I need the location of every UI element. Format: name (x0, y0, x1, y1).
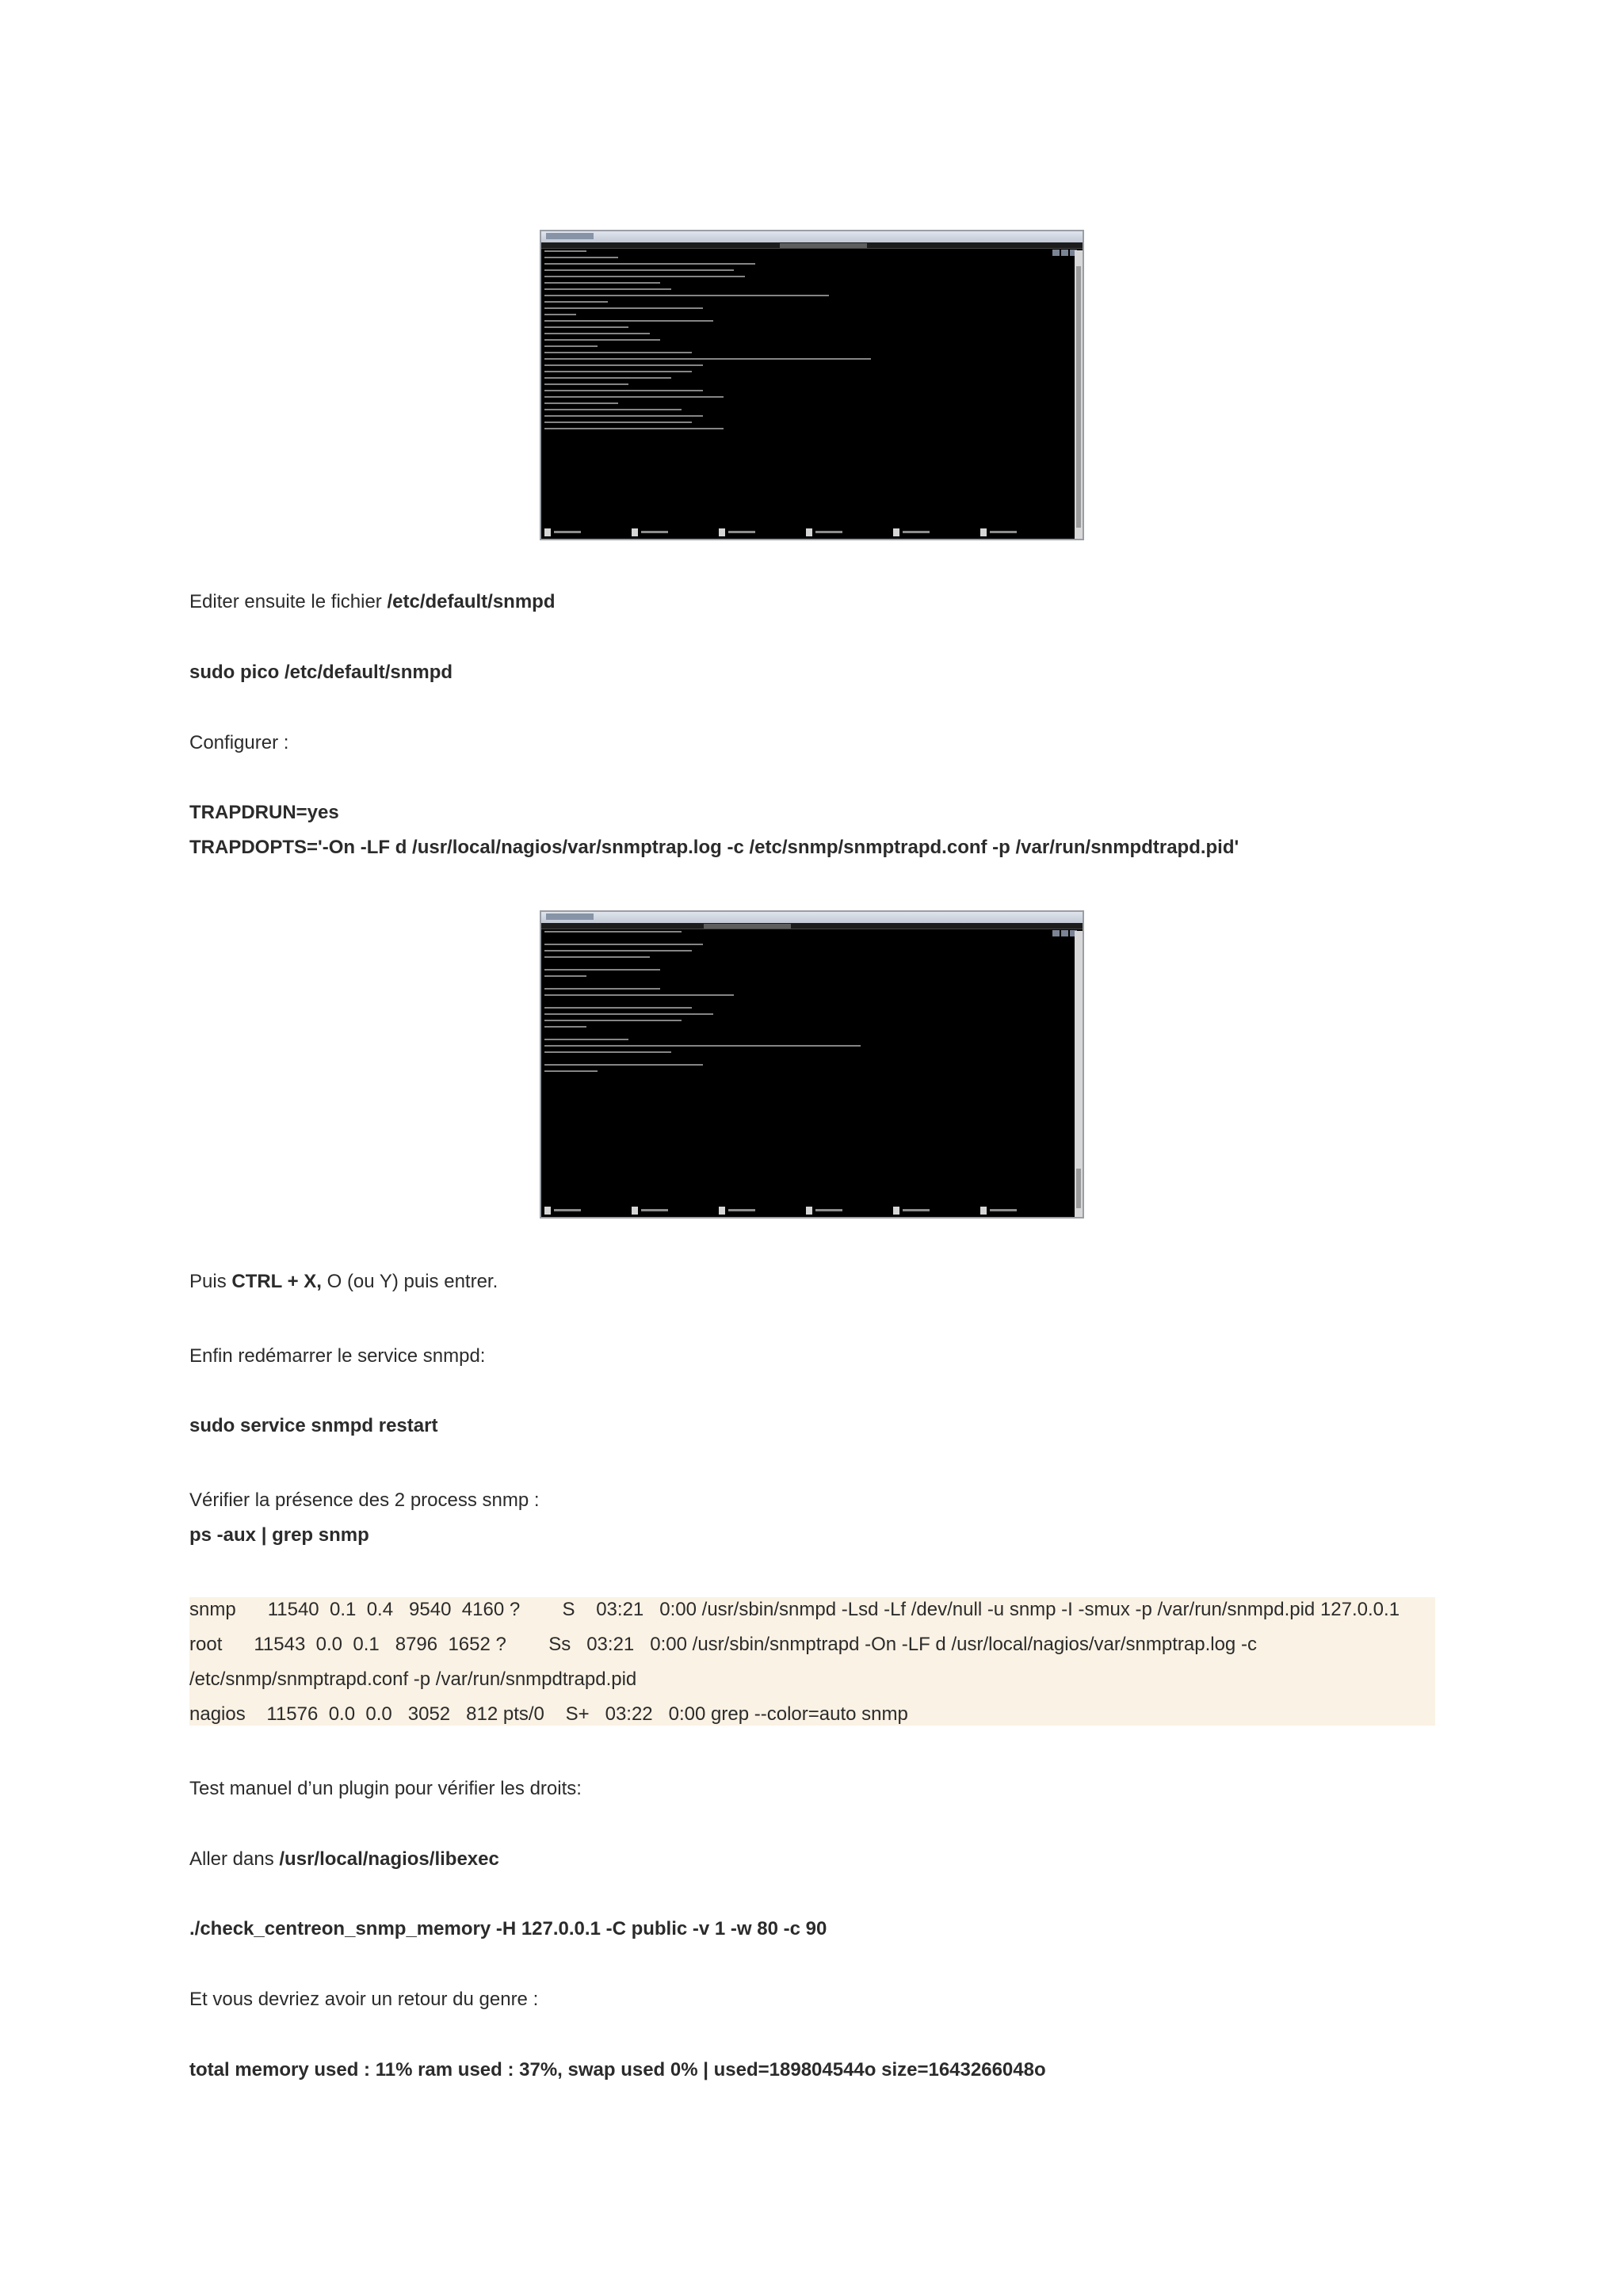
instruction-verify: Vérifier la présence des 2 process snmp : (189, 1489, 540, 1511)
window-controls-icon (1051, 233, 1079, 240)
window-titlebar (541, 231, 1083, 242)
instruction-go-to-libexec: Aller dans /usr/local/nagios/libexec (189, 1848, 499, 1870)
terminal-tabbar (541, 242, 1083, 249)
command-restart: sudo service snmpd restart (189, 1415, 438, 1436)
command-pico: sudo pico /etc/default/snmpd (189, 662, 453, 683)
ps-output-line: /etc/snmp/snmptrapd.conf -p /var/run/snmpdtrapd.pid (189, 1669, 637, 1690)
ps-output-block (189, 1597, 1435, 1726)
instruction-edit-file: Editer ensuite le fichier /etc/default/snmpd (189, 591, 556, 612)
terminal-tabbar (541, 923, 1083, 929)
terminal-screenshot-1 (540, 230, 1084, 540)
scrollbar (1075, 250, 1083, 539)
terminal-text-lines (544, 931, 1071, 1204)
scrollbar (1075, 931, 1083, 1217)
terminal-screenshot-2 (540, 910, 1084, 1219)
config-trapdopts: TRAPDOPTS='-On -LF d /usr/local/nagios/var/snmptrap.log -c /etc/snmp/snmptrapd.conf -p /var/run/snmpdtrapd.pid' (189, 837, 1239, 858)
nano-shortcut-bar (541, 526, 1075, 539)
instruction-expected-result: Et vous devriez avoir un retour du genre : (189, 1989, 539, 2010)
config-trapdrun: TRAPDRUN=yes (189, 802, 339, 823)
nano-shortcut-bar (541, 1204, 1075, 1217)
ps-output-line: nagios 11576 0.0 0.0 3052 812 pts/0 S+ 03:22 0:00 grep --color=auto snmp (189, 1703, 908, 1725)
terminal-text-lines (544, 250, 1071, 526)
instruction-save: Puis CTRL + X, O (ou Y) puis entrer. (189, 1271, 498, 1292)
command-check-plugin: ./check_centreon_snmp_memory -H 127.0.0.1 -C public -v 1 -w 80 -c 90 (189, 1918, 827, 1939)
ps-output-line: snmp 11540 0.1 0.4 9540 4160 ? S 03:21 0:00 /usr/sbin/snmpd -Lsd -Lf /dev/null -u snmp -I -smux -p /var/run/snmpd.pid 127.0.0.1 (189, 1599, 1400, 1620)
instruction-restart: Enfin redémarrer le service snmpd: (189, 1345, 486, 1367)
plugin-output: total memory used : 11% ram used : 37%, swap used 0% | used=189804544o size=1643266048o (189, 2059, 1046, 2081)
window-controls-icon (1051, 913, 1079, 921)
command-ps-grep: ps -aux | grep snmp (189, 1524, 369, 1546)
instruction-configure: Configurer : (189, 732, 289, 753)
window-titlebar (541, 912, 1083, 923)
instruction-manual-test: Test manuel d’un plugin pour vérifier les droits: (189, 1778, 582, 1799)
ps-output-line: root 11543 0.0 0.1 8796 1652 ? Ss 03:21 0:00 /usr/sbin/snmptrapd -On -LF d /usr/local/nagios/var/snmptrap.log -c (189, 1634, 1257, 1655)
